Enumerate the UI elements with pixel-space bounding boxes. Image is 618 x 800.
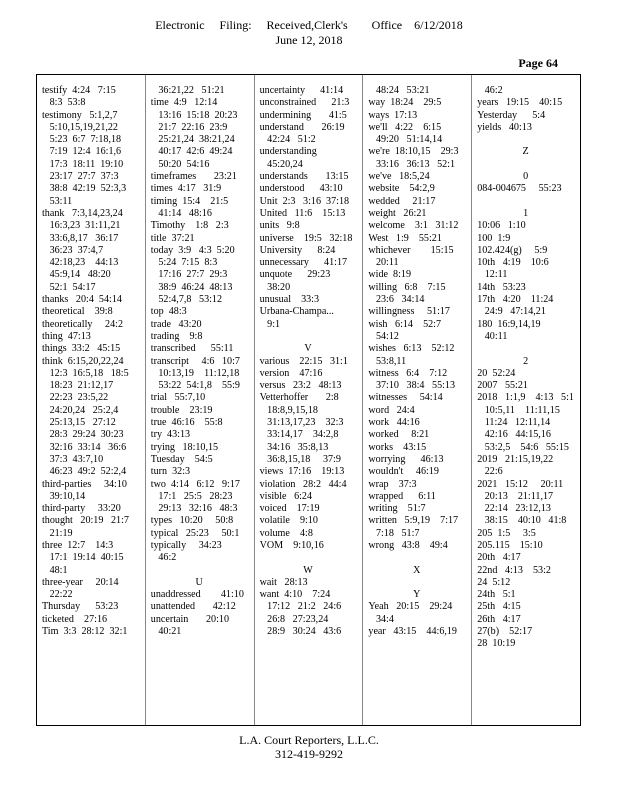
index-entry-line: 28 10:19 bbox=[477, 638, 516, 650]
index-letter-heading: 0 bbox=[523, 171, 529, 183]
index-table bbox=[36, 74, 581, 726]
filing-date: June 12, 2018 bbox=[275, 33, 343, 47]
index-entry-line: 205 1:5 3:5 bbox=[477, 527, 536, 539]
index-entry-line: 46:23 49:2 52:2,4 bbox=[42, 466, 127, 478]
index-entry-line: visible 6:24 bbox=[259, 490, 313, 502]
index-entry-line: 40:21 bbox=[150, 626, 182, 638]
index-entry-line: unusual 33:3 bbox=[259, 294, 320, 306]
index-entry-line: understand 26:19 bbox=[259, 121, 345, 133]
index-entry-line: wrap 37:3 bbox=[368, 478, 417, 490]
index-entry-line: 180 16:9,14,19 bbox=[477, 318, 541, 330]
index-entry-line: 28:3 29:24 30:23 bbox=[42, 429, 124, 441]
index-entry-line: wide 8:19 bbox=[368, 269, 412, 281]
filing-stamp: Electronic Filing: Received,Clerk's Office 6/12/2018 bbox=[155, 18, 463, 32]
index-entry-line: trying 18:10,15 bbox=[150, 441, 219, 453]
index-entry-line: types 10:20 50:8 bbox=[150, 515, 234, 527]
index-entry-line: we'll 4:22 6:15 bbox=[368, 121, 442, 133]
index-entry-line: 25:13,15 27:12 bbox=[42, 417, 116, 429]
index-entry-line: 22:6 bbox=[477, 466, 503, 478]
index-entry-line: typical 25:23 50:1 bbox=[150, 527, 240, 539]
index-entry-line: 22nd 4:13 53:2 bbox=[477, 564, 551, 576]
index-entry-line: today 3:9 4:3 5:20 bbox=[150, 244, 235, 256]
index-entry-line: 18:23 21:12,17 bbox=[42, 380, 114, 392]
index-entry-line: writing 51:7 bbox=[368, 503, 426, 515]
index-entry-line: 26:8 27:23,24 bbox=[259, 613, 329, 625]
index-entry-line: University 8:24 bbox=[259, 244, 336, 256]
index-entry-line: Tim 3:3 28:12 32:1 bbox=[42, 626, 128, 638]
index-column-5 bbox=[472, 75, 580, 725]
index-entry-line: 28:9 30:24 43:6 bbox=[259, 626, 342, 638]
index-entry-line: 50:20 54:16 bbox=[150, 158, 210, 170]
index-entry-line: 22:23 23:5,22 bbox=[42, 392, 109, 404]
index-entry-line: wishes 6:13 52:12 bbox=[368, 343, 455, 355]
index-entry-line: years 19:15 40:15 bbox=[477, 97, 563, 109]
index-letter-heading: Y bbox=[413, 589, 421, 601]
index-entry-line: voiced 17:19 bbox=[259, 503, 320, 515]
index-entry-line: things 33:2 45:15 bbox=[42, 343, 121, 355]
index-entry-line bbox=[368, 577, 471, 589]
index-entry-line: 25:21,24 38:21,24 bbox=[150, 134, 235, 146]
index-entry-line: 38:15 40:10 41:8 bbox=[477, 515, 567, 527]
index-entry-line: 20th 4:17 bbox=[477, 552, 521, 564]
index-entry-line: thing 47:13 bbox=[42, 330, 91, 342]
index-entry-line: unquote 29:23 bbox=[259, 269, 331, 281]
index-entry-line: 34:4 bbox=[368, 613, 394, 625]
index-entry-line: volatile 9:10 bbox=[259, 515, 318, 527]
index-entry-line: 41:14 48:16 bbox=[150, 207, 212, 219]
index-entry-line: 40:17 42:6 49:24 bbox=[150, 146, 233, 158]
index-entry-line: 2007 55:21 bbox=[477, 380, 528, 392]
index-entry-line: 24 5:12 bbox=[477, 576, 511, 588]
index-entry-line: various 22:15 31:1 bbox=[259, 355, 348, 367]
index-entry-line: 33:14,17 34:2,8 bbox=[259, 429, 339, 441]
index-entry-line: think 6:15,20,22,24 bbox=[42, 355, 124, 367]
index-entry-line: Urbana-Champa... bbox=[259, 306, 334, 318]
index-entry-line bbox=[368, 552, 471, 564]
index-entry-line: 37:3 43:7,10 bbox=[42, 453, 104, 465]
index-entry-line: wish 6:14 52:7 bbox=[368, 318, 442, 330]
index-entry-line: time 4:9 12:14 bbox=[150, 97, 218, 109]
index-entry-line: 17th 4:20 11:24 bbox=[477, 294, 554, 306]
index-entry-line: understanding bbox=[259, 146, 317, 158]
index-entry-line: trouble 23:19 bbox=[150, 404, 213, 416]
index-entry-line: wedded 21:17 bbox=[368, 195, 436, 207]
index-entry-line: top 48:3 bbox=[150, 306, 187, 318]
index-entry-line: 5:24 7:15 8:3 bbox=[150, 257, 218, 269]
index-entry-line: 31:13,17,23 32:3 bbox=[259, 417, 344, 429]
index-entry-line: theoretically 24:2 bbox=[42, 318, 124, 330]
index-entry-line: testify 4:24 7:15 bbox=[42, 85, 116, 96]
index-entry-line: whichever 15:15 bbox=[368, 244, 454, 256]
index-entry-line: 42:18,23 44:13 bbox=[42, 257, 119, 269]
index-entry-line: 17:16 27:7 29:3 bbox=[150, 269, 228, 281]
index-entry-line: 52:1 54:17 bbox=[42, 281, 96, 293]
index-entry-line: 10:06 1:10 bbox=[477, 220, 526, 232]
index-entry-line: Vetterhoffer 2:8 bbox=[259, 392, 339, 404]
index-entry-line: timeframes 23:21 bbox=[150, 171, 237, 183]
index-entry-line: testimony 5:1,2,7 bbox=[42, 109, 118, 121]
index-entry-line: 17:1 25:5 28:23 bbox=[150, 490, 233, 502]
index-entry-line: ways 17:13 bbox=[368, 109, 418, 121]
index-entry-line: understood 43:10 bbox=[259, 183, 343, 195]
index-letter-heading: 2 bbox=[523, 355, 529, 367]
index-entry-line: 20:13 21:11,17 bbox=[477, 490, 554, 502]
index-entry-line: 36:21,22 51:21 bbox=[150, 85, 225, 96]
index-entry-line: worked 8:21 bbox=[368, 429, 430, 441]
index-column-2 bbox=[146, 75, 255, 725]
index-entry-line: theoretical 39:8 bbox=[42, 306, 113, 318]
index-entry-line: 16:3,23 31:11,21 bbox=[42, 220, 121, 232]
index-entry-line: VOM 9:10,16 bbox=[259, 539, 324, 551]
index-entry-line: trading 9:8 bbox=[150, 330, 203, 342]
index-entry-line: 46:2 bbox=[477, 85, 503, 96]
index-entry-line: 10:13,19 11:12,18 bbox=[150, 367, 240, 379]
index-entry-line bbox=[260, 331, 363, 343]
index-entry-line: 24th 5:1 bbox=[477, 589, 516, 601]
index-entry-line: work 44:16 bbox=[368, 417, 420, 429]
index-entry-line bbox=[151, 565, 254, 577]
index-entry-line: welcome 3:1 31:12 bbox=[368, 220, 459, 232]
index-entry-line: wrong 43:8 49:4 bbox=[368, 539, 448, 551]
index-entry-line bbox=[477, 196, 580, 208]
index-entry-line: 52:4,7,8 53:12 bbox=[150, 294, 223, 306]
index-entry-line: thought 20:19 21:7 bbox=[42, 515, 129, 527]
page-number: Page 64 bbox=[518, 56, 558, 70]
index-entry-line: title 37:21 bbox=[150, 232, 195, 244]
index-entry-line: 7:19 12:4 16:1,6 bbox=[42, 146, 122, 158]
index-entry-line: 29:13 32:16 48:3 bbox=[150, 503, 238, 515]
index-entry-line: 17:1 19:14 40:15 bbox=[42, 552, 124, 564]
index-entry-line: ticketed 27:16 bbox=[42, 613, 108, 625]
index-entry-line: trial 55:7,10 bbox=[150, 392, 206, 404]
index-entry-line: volume 4:8 bbox=[259, 527, 313, 539]
index-entry-line: versus 23:2 48:13 bbox=[259, 380, 342, 392]
index-entry-line: witness 6:4 7:12 bbox=[368, 367, 448, 379]
index-entry-line: 54:12 bbox=[368, 330, 399, 342]
index-entry-line: 20:11 bbox=[368, 257, 399, 269]
index-entry-line: 33:6,8,17 36:17 bbox=[42, 232, 119, 244]
index-entry-line: 7:18 51:7 bbox=[368, 527, 420, 539]
index-letter-heading: Z bbox=[522, 146, 529, 158]
index-entry-line: year 43:15 44:6,19 bbox=[368, 626, 457, 638]
index-entry-line: 38:20 bbox=[259, 281, 291, 293]
index-entry-line: thanks 20:4 54:14 bbox=[42, 294, 122, 306]
index-entry-line: 36:8,15,18 37:9 bbox=[259, 453, 341, 465]
index-entry-line: 53:11 bbox=[42, 195, 73, 207]
index-entry-line: third-parties 34:10 bbox=[42, 478, 127, 490]
index-entry-line: 42:16 44:15,16 bbox=[477, 429, 551, 441]
index-entry-line: 21:7 22:16 23:9 bbox=[150, 121, 228, 133]
index-entry-line: written 5:9,19 7:17 bbox=[368, 515, 459, 527]
index-entry-line: 8:3 53:8 bbox=[42, 97, 86, 109]
index-entry-line: 48:1 bbox=[42, 564, 68, 576]
index-entry-line: 10:5,11 11:11,15 bbox=[477, 404, 560, 416]
index-entry-line: uncertainty 41:14 bbox=[259, 85, 344, 96]
index-entry-line: unattended 42:12 bbox=[150, 601, 236, 613]
index-entry-line: 10th 4:19 10:6 bbox=[477, 257, 549, 269]
index-entry-line: 23:17 27:7 37:3 bbox=[42, 171, 119, 183]
index-entry-line: 084-004675 55:23 bbox=[477, 183, 562, 195]
index-entry-line: Timothy 1:8 2:3 bbox=[150, 220, 229, 232]
index-entry-line: typically 34:23 bbox=[150, 539, 222, 551]
index-entry-line: Yeah 20:15 29:24 bbox=[368, 601, 453, 613]
index-entry-line: true 46:16 55:8 bbox=[150, 417, 223, 429]
index-entry-line: 25th 4:15 bbox=[477, 601, 521, 613]
index-entry-line: 45:20,24 bbox=[259, 158, 303, 170]
index-entry-line: universe 19:5 32:18 bbox=[259, 232, 353, 244]
index-entry-line: yields 40:13 bbox=[477, 121, 532, 133]
index-entry-line: undermining 41:5 bbox=[259, 109, 347, 121]
index-entry-line: 33:16 36:13 52:1 bbox=[368, 158, 456, 170]
index-entry-line bbox=[477, 343, 580, 355]
index-entry-line: Unit 2:3 3:16 37:18 bbox=[259, 195, 350, 207]
index-entry-line: 100 1:9 bbox=[477, 232, 511, 244]
index-entry-line: way 18:24 29:5 bbox=[368, 97, 442, 109]
court-reporter-phone: 312-419-9292 bbox=[275, 747, 343, 761]
index-entry-line: 12:11 bbox=[477, 269, 508, 281]
page-footer bbox=[0, 733, 618, 761]
index-entry-line: 102.424(g) 5:9 bbox=[477, 244, 548, 256]
filing-header bbox=[0, 18, 618, 48]
index-entry-line: 2018 1:1,9 4:13 5:1 bbox=[477, 392, 574, 404]
index-entry-line: willing 6:8 7:15 bbox=[368, 281, 446, 293]
index-entry-line: 42:24 51:2 bbox=[259, 134, 316, 146]
index-entry-line: 11:24 12:11,14 bbox=[477, 417, 551, 429]
index-entry-line: wait 28:13 bbox=[259, 576, 308, 588]
index-entry-line: thank 7:3,14,23,24 bbox=[42, 207, 123, 219]
index-entry-line: 21:19 bbox=[42, 527, 73, 539]
index-entry-line: version 47:16 bbox=[259, 367, 323, 379]
index-entry-line: 12:3 16:5,18 18:5 bbox=[42, 367, 129, 379]
index-entry-line: witnesses 54:14 bbox=[368, 392, 443, 404]
index-entry-line: willingness 51:17 bbox=[368, 306, 450, 318]
index-entry-line: 40:11 bbox=[477, 330, 508, 342]
index-letter-heading: 1 bbox=[523, 207, 529, 219]
index-entry-line: transcribed 55:11 bbox=[150, 343, 234, 355]
index-entry-line: three-year 20:14 bbox=[42, 576, 119, 588]
index-entry-line: uncertain 20:10 bbox=[150, 613, 230, 625]
index-entry-line: wrapped 6:11 bbox=[368, 490, 436, 502]
index-entry-line: 9:1 bbox=[259, 318, 281, 330]
index-entry-line: works 43:15 bbox=[368, 441, 427, 453]
index-entry-line: 17:12 21:2 24:6 bbox=[259, 601, 342, 613]
index-entry-line: 2019 21:15,19,22 bbox=[477, 453, 554, 465]
index-letter-heading: X bbox=[413, 564, 421, 576]
index-entry-line: word 24:4 bbox=[368, 404, 415, 416]
index-entry-line: 37:10 38:4 55:13 bbox=[368, 380, 456, 392]
index-entry-line: Yesterday 5:4 bbox=[477, 109, 546, 121]
index-entry-line: 14th 53:23 bbox=[477, 281, 526, 293]
index-entry-line: 26th 4:17 bbox=[477, 613, 521, 625]
index-entry-line: West 1:9 55:21 bbox=[368, 232, 442, 244]
index-entry-line: weight 26:21 bbox=[368, 207, 427, 219]
index-entry-line: United 11:6 15:13 bbox=[259, 207, 346, 219]
index-column-1 bbox=[37, 75, 146, 725]
index-entry-line: units 9:8 bbox=[259, 220, 300, 232]
index-entry-line: unaddressed 41:10 bbox=[150, 589, 244, 601]
index-letter-heading: V bbox=[304, 343, 312, 355]
index-entry-line: transcript 4:6 10:7 bbox=[150, 355, 240, 367]
index-entry-line bbox=[477, 159, 580, 171]
index-entry-line: 2021 15:12 20:11 bbox=[477, 478, 564, 490]
index-entry-line: 46:2 bbox=[150, 552, 177, 564]
index-entry-line: want 4:10 7:24 bbox=[259, 589, 331, 601]
index-entry-line: try 43:13 bbox=[150, 429, 191, 441]
index-entry-line: 13:16 15:18 20:23 bbox=[150, 109, 238, 121]
index-letter-heading: U bbox=[195, 576, 203, 588]
index-entry-line: 17:3 18:11 19:10 bbox=[42, 158, 124, 170]
index-entry-line: two 4:14 6:12 9:17 bbox=[150, 478, 240, 490]
index-entry-line: 27(b) 52:17 bbox=[477, 626, 533, 638]
index-entry-line: 23:6 34:14 bbox=[368, 294, 425, 306]
index-entry-line: 5:10,15,19,21,22 bbox=[42, 121, 118, 133]
index-entry-line: 24:9 47:14,21 bbox=[477, 306, 546, 318]
index-entry-line: website 54:2,9 bbox=[368, 183, 435, 195]
index-entry-line: Tuesday 54:5 bbox=[150, 453, 213, 465]
index-entry-line: 53:2,5 54:6 55:15 bbox=[477, 441, 569, 453]
index-entry-line: 22:14 23:12,13 bbox=[477, 503, 551, 515]
index-column-4 bbox=[363, 75, 472, 725]
index-entry-line: turn 32:3 bbox=[150, 466, 191, 478]
index-entry-line: 24:20,24 25:2,4 bbox=[42, 404, 119, 416]
index-entry-line: 32:16 33:14 36:6 bbox=[42, 441, 127, 453]
index-entry-line: 45:9,14 48:20 bbox=[42, 269, 111, 281]
index-entry-line: violation 28:2 44:4 bbox=[259, 478, 347, 490]
index-entry-line: wouldn't 46:19 bbox=[368, 466, 439, 478]
index-entry-line: 38:9 46:24 48:13 bbox=[150, 281, 233, 293]
index-entry-line: Thursday 53:23 bbox=[42, 601, 119, 613]
index-entry-line: three 12:7 14:3 bbox=[42, 539, 114, 551]
index-entry-line: we've 18:5,24 bbox=[368, 171, 430, 183]
index-entry-line: 39:10,14 bbox=[42, 490, 86, 502]
index-entry-line: 20 52:24 bbox=[477, 367, 516, 379]
index-entry-line: 53:8,11 bbox=[368, 355, 407, 367]
index-column-3 bbox=[255, 75, 364, 725]
index-entry-line: 205.115 15:10 bbox=[477, 539, 543, 551]
index-entry-line: 48:24 53:21 bbox=[368, 85, 430, 96]
index-entry-line: 5:23 6:7 7:18,18 bbox=[42, 134, 122, 146]
index-entry-line: understands 13:15 bbox=[259, 171, 349, 183]
index-entry-line bbox=[260, 552, 363, 564]
index-entry-line: 22:22 bbox=[42, 589, 73, 601]
index-entry-line: 34:16 35:8,13 bbox=[259, 441, 329, 453]
index-entry-line: 49:20 51:14,14 bbox=[368, 134, 443, 146]
index-letter-heading: W bbox=[303, 564, 313, 576]
index-entry-line: worrying 46:13 bbox=[368, 453, 444, 465]
index-entry-line: we're 18:10,15 29:3 bbox=[368, 146, 459, 158]
index-entry-line: unconstrained 21:3 bbox=[259, 97, 350, 109]
index-entry-line: times 4:17 31:9 bbox=[150, 183, 222, 195]
court-reporter-name: L.A. Court Reporters, L.L.C. bbox=[239, 733, 379, 747]
index-entry-line: views 17:16 19:13 bbox=[259, 466, 345, 478]
index-entry-line: third-party 33:20 bbox=[42, 503, 121, 515]
index-entry-line: timing 15:4 21:5 bbox=[150, 195, 229, 207]
index-entry-line: trade 43:20 bbox=[150, 318, 202, 330]
index-entry-line: unnecessary 41:17 bbox=[259, 257, 348, 269]
index-entry-line: 18:8,9,15,18 bbox=[259, 404, 318, 416]
index-entry-line: 36:23 37:4,7 bbox=[42, 244, 104, 256]
index-entry-line bbox=[477, 134, 580, 146]
index-entry-line: 38:8 42:19 52:3,3 bbox=[42, 183, 127, 195]
index-entry-line: 53:22 54:1,8 55:9 bbox=[150, 380, 240, 392]
